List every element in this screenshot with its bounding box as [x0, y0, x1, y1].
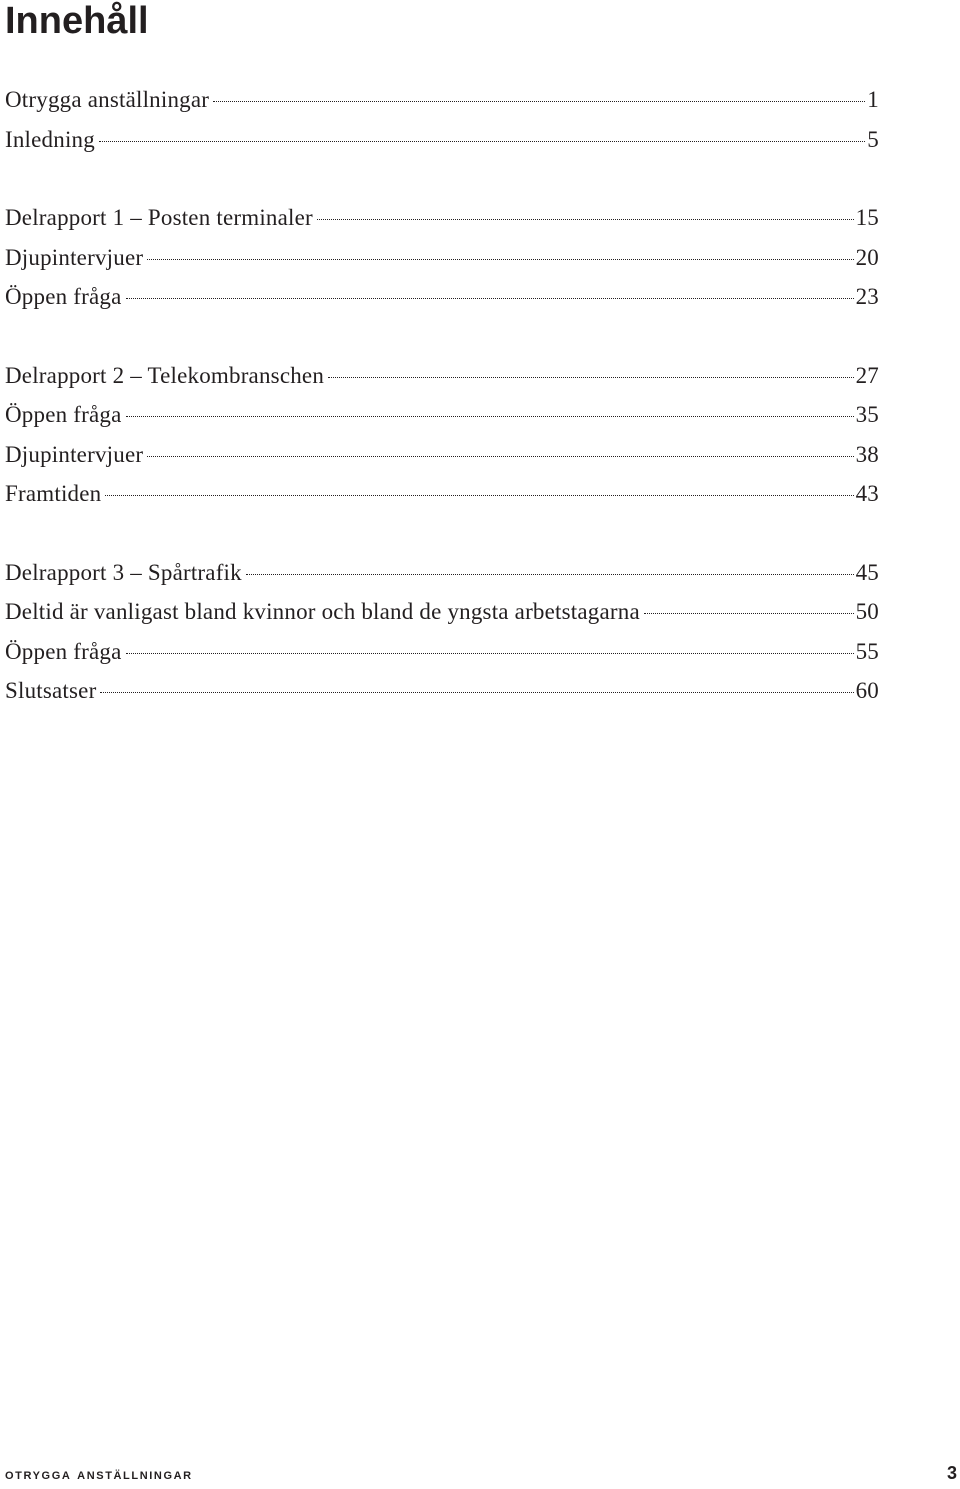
table-of-contents	[5, 80, 879, 750]
toc-entry[interactable]	[5, 395, 879, 435]
toc-group-intro	[5, 80, 879, 159]
toc-entry[interactable]	[5, 435, 879, 475]
toc-entry[interactable]	[5, 474, 879, 514]
toc-entry[interactable]	[5, 120, 879, 160]
toc-entry[interactable]	[5, 671, 879, 711]
toc-entry-label: Öppen fråga	[5, 284, 122, 309]
toc-entry-label: Otrygga anställningar	[5, 87, 210, 112]
toc-entry[interactable]	[5, 238, 879, 278]
dot-leader	[105, 495, 853, 496]
page-footer	[5, 1463, 957, 1484]
toc-entry-page: 35	[855, 402, 879, 427]
toc-entry-label: Delrapport 3 – Spårtrafik	[5, 559, 242, 585]
toc-entry-page: 20	[855, 244, 879, 270]
toc-entry-label: Delrapport 2 – Telekombranschen	[5, 362, 325, 388]
toc-entry[interactable]	[5, 277, 879, 317]
toc-entry[interactable]	[5, 198, 879, 238]
toc-group-delrapport-3	[5, 553, 879, 711]
dot-leader	[246, 574, 854, 575]
toc-entry-label: Öppen fråga	[5, 638, 122, 664]
dot-leader	[126, 653, 854, 654]
toc-entry-label: Deltid är vanligast bland kvinnor och bland de yngsta arbetstagarna	[5, 599, 640, 624]
toc-entry-label: Delrapport 1 – Posten terminaler	[5, 205, 313, 230]
toc-entry-page: 60	[855, 678, 879, 703]
toc-entry-page: 23	[855, 284, 879, 309]
toc-entry-page: 15	[855, 205, 879, 230]
toc-entry-label: Inledning	[5, 126, 95, 152]
running-title: otrygga anställningar	[5, 1466, 193, 1483]
dot-leader	[317, 219, 854, 220]
toc-entry[interactable]	[5, 553, 879, 593]
toc-entry-label: Framtiden	[5, 481, 102, 506]
dot-leader	[644, 613, 854, 614]
toc-entry[interactable]	[5, 632, 879, 672]
toc-entry-page: 1	[867, 87, 879, 112]
dot-leader	[328, 377, 854, 378]
toc-entry[interactable]	[5, 356, 879, 396]
dot-leader	[99, 141, 865, 142]
toc-group-delrapport-1	[5, 198, 879, 317]
toc-group-delrapport-2	[5, 356, 879, 514]
toc-entry-label: Djupintervjuer	[5, 441, 144, 467]
dot-leader	[147, 259, 853, 260]
toc-entry-page: 38	[855, 441, 879, 467]
toc-entry-label: Öppen fråga	[5, 402, 122, 427]
dot-leader	[213, 101, 865, 102]
toc-entry-page: 27	[855, 362, 879, 388]
dot-leader	[126, 416, 854, 417]
toc-entry-page: 55	[855, 638, 879, 664]
dot-leader	[126, 298, 854, 299]
page-number: 3	[946, 1463, 957, 1483]
dot-leader	[147, 456, 853, 457]
toc-entry-label: Slutsatser	[5, 678, 97, 703]
toc-entry-label: Djupintervjuer	[5, 244, 144, 270]
toc-entry-page: 50	[855, 599, 879, 624]
toc-entry-page: 45	[855, 559, 879, 585]
toc-entry-page: 43	[855, 481, 879, 506]
page-title: Innehåll	[5, 0, 149, 42]
dot-leader	[100, 692, 853, 693]
toc-entry[interactable]	[5, 80, 879, 120]
toc-entry-page: 5	[867, 126, 879, 152]
toc-entry[interactable]	[5, 592, 879, 632]
